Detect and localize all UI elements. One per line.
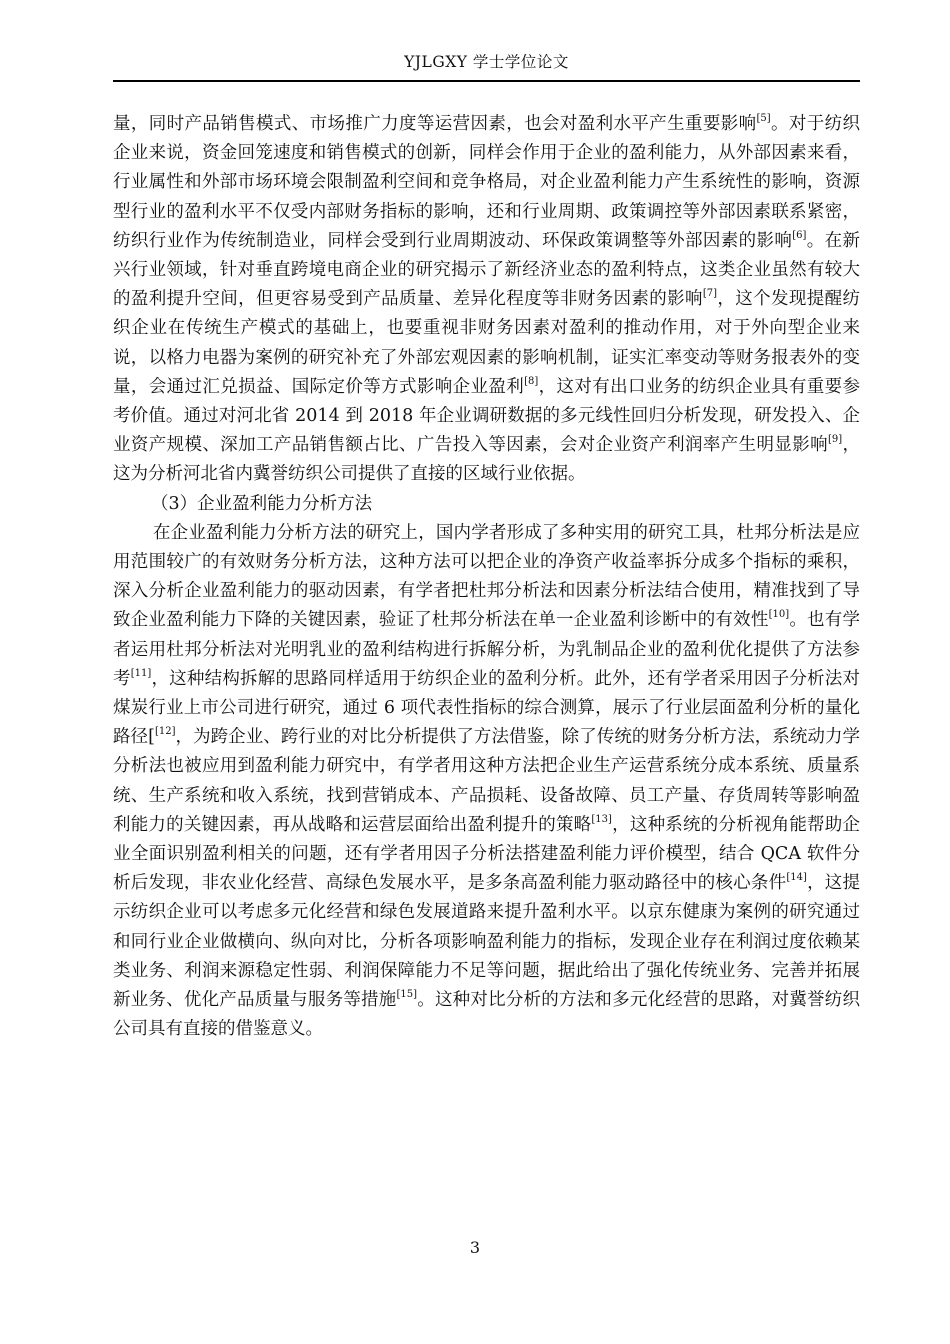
section-heading: （3）企业盈利能力分析方法 xyxy=(151,493,373,514)
paragraph-text: 在企业盈利能力分析方法的研究上，国内学者形成了多种实用的研究工具，杜邦分析法是应用范围较广的有效财务分析方法，这种方法可以把企业的净资产收益率拆分成多个指标的乘积，深入分析企业盈利能力的驱动因素，有学者把杜邦分析法和因素分析法结合使用，精准找到了导致企业盈利能力下降的关键因素，验证了杜邦分析法在单一企业盈利诊断中的有效性 xyxy=(113,522,860,631)
citation-ref: [10] xyxy=(768,609,790,621)
paragraph-text: ，这种结构拆解的思路同样适用于纺织企业的盈利分析。此外，还有学者采用因子分析法对煤炭行业上市公司进行研究，通过 6 项代表性指标的综合测算，展示了行业层面盈利分析的量化路径[ xyxy=(113,668,860,748)
paragraph-text: ，这种系统的分析视角能帮助企业全面识别盈利相关的问题，还有学者用因子分析法搭建盈利能力评价模型，结合 QCA 软件分析后发现，非农业化经营、高绿色发展水平，是多条高盈利能力驱动路径中的核心条件 xyxy=(113,814,860,894)
citation-ref: [7] xyxy=(702,288,718,300)
citation-ref: [8] xyxy=(524,375,539,387)
citation-ref: [13] xyxy=(591,813,612,825)
page-header xyxy=(113,52,860,82)
paragraph-text: ，为跨企业、跨行业的对比分析提供了方法借鉴，除了传统的财务分析方法，系统动力学分析法也被应用到盈利能力研究中，有学者用这种方法把企业生产运营系统分成本系统、质量系统、生产系统和收入系统，找到营销成本、产品损耗、设备故障、员工产量、存货周转等影响盈利能力的关键因素，再从战略和运营层面给出盈利提升的策略 xyxy=(113,727,861,835)
paragraph-text: 。这种对比分析的方法和多元化经营的思路，对冀誉纺织公司具有直接的借鉴意义。 xyxy=(113,990,860,1040)
paragraph-text: ，这为分析河北省内冀誉纺织公司提供了直接的区域行业依据。 xyxy=(113,435,860,485)
paragraph-text: 量，同时产品销售模式、市场推广力度等运营因素，也会对盈利水平产生重要影响 xyxy=(113,114,757,134)
citation-ref: [6] xyxy=(792,229,807,241)
paragraph-text: 。对于纺织企业来说，资金回笼速度和销售模式的创新，同样会作用于企业的盈利能力，从外部因素来看，行业属性和外部市场环境会限制盈利空间和竞争格局，对企业盈利能力产生系统性的影响，资源型行业的盈利水平不仅受内部财务指标的影响，还和行业周期、政策调控等外部因素联系紧密，纺织行业作为传统制造业，同样会受到行业周期波动、环保政策调整等外部因素的影响 xyxy=(113,114,861,251)
citation-ref: [9] xyxy=(827,434,843,446)
citation-ref: [11] xyxy=(130,667,152,679)
paragraph-text: 。在新兴行业领域，针对垂直跨境电商企业的研究揭示了新经济业态的盈利特点，这类企业虽然有较大的盈利提升空间，但更容易受到产品质量、差异化程度等非财务因素的影响 xyxy=(113,230,861,310)
page-number: 3 xyxy=(469,1238,481,1257)
paragraph-text: ，这个发现提醒纺织企业在传统生产模式的基础上，也要重视非财务因素对盈利的推动作用，对于外向型企业来说，以格力电器为案例的研究补充了外部宏观因素的影响机制，证实汇率变动等财务报表外的变量，会通过汇兑损益、国际定价等方式影响企业盈利 xyxy=(113,289,861,397)
body-paragraph-2 xyxy=(113,519,860,1045)
citation-ref: [12] xyxy=(154,726,176,738)
citation-ref: [15] xyxy=(396,989,418,1001)
paragraph-text: ，这对有出口业务的纺织企业具有重要参考价值。通过对河北省 2014 到 2018 年企业调研数据的多元线性回归分析发现，研发投入、企业资产规模、深加工产品销售额占比、广告投入等因素，会对企业资产利润率产生明显影响 xyxy=(113,376,861,456)
citation-ref: [5] xyxy=(756,113,771,124)
paragraph-text: 。也有学者运用杜邦分析法对光明乳业的盈利结构进行拆解分析，为乳制品企业的盈利优化提供了方法参考 xyxy=(113,610,860,689)
body-paragraph-1 xyxy=(113,110,860,490)
body-content xyxy=(113,110,860,1045)
header-title: YJLGXY 学士学位论文 xyxy=(404,53,569,71)
paragraph-text: ，这提示纺织企业可以考虑多元化经营和绿色发展道路来提升盈利水平。以京东健康为案例的研究通过和同行业企业做横向、纵向对比，分析各项影响盈利能力的指标，发现企业存在利润过度依赖某类业务、利润来源稳定性弱、利润保障能力不足等问题，据此给出了强化传统业务、完善并拓展新业务、优化产品质量与服务等措施 xyxy=(113,873,860,1011)
citation-ref: [14] xyxy=(786,872,807,884)
